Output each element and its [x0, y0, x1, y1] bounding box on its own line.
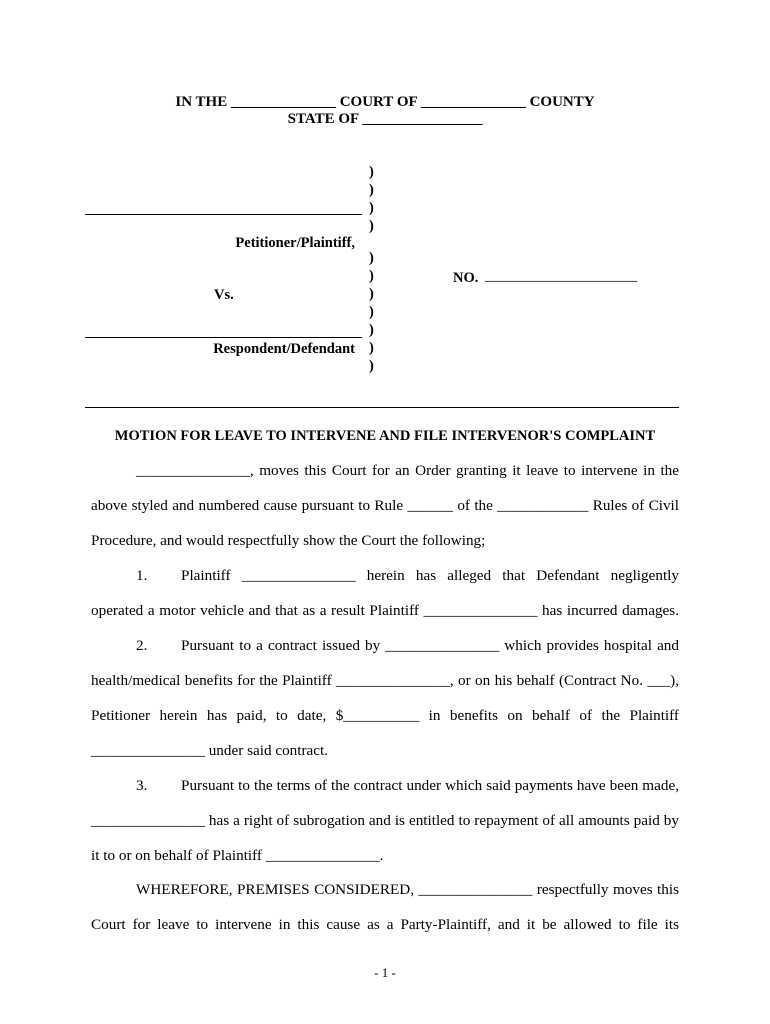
- petitioner-label: Petitioner/Plaintiff,: [235, 235, 355, 251]
- item-2-number: 2.: [136, 637, 148, 654]
- item-3-number: 3.: [136, 777, 148, 794]
- item-1-line: [91, 566, 679, 586]
- caption-divider: [85, 407, 679, 408]
- caption-paren: ): [369, 250, 374, 266]
- item-3-text: Pursuant to the terms of the contract under which said payments have been made,: [181, 777, 679, 794]
- item-2-line: [91, 636, 679, 656]
- item-1-line: operated a motor vehicle and that as a result Plaintiff _______________ has incurred damages.: [91, 602, 679, 619]
- vs-label: Vs.: [214, 287, 234, 303]
- item-2-line: health/medical benefits for the Plaintiff _______________, or on his behalf (Contract No. ___),: [91, 672, 679, 689]
- case-number-blank: _____________________: [485, 268, 638, 284]
- intro-line: Procedure, and would respectfully show the Court the following;: [91, 532, 486, 549]
- caption-paren: ): [369, 358, 374, 374]
- wherefore-line: WHEREFORE, PREMISES CONSIDERED, _______________ respectfully moves this: [136, 881, 679, 898]
- caption-paren: ): [369, 286, 374, 302]
- caption-paren: ): [369, 268, 374, 284]
- item-3-line: _______________ has a right of subrogation and is entitled to repayment of all amounts paid by: [91, 812, 679, 829]
- case-number-label: NO.: [453, 270, 479, 286]
- court-header-line1: IN THE ______________ COURT OF ______________ COUNTY: [175, 94, 595, 110]
- item-1-number: 1.: [136, 567, 148, 584]
- caption-paren: ): [369, 200, 374, 216]
- item-3-line: it to or on behalf of Plaintiff _______________.: [91, 847, 384, 864]
- caption-paren: ): [369, 322, 374, 338]
- petitioner-name-line: [85, 214, 362, 215]
- respondent-label: Respondent/Defendant: [213, 341, 355, 357]
- item-1-text: Plaintiff _______________ herein has alleged that Defendant negligently: [181, 567, 679, 584]
- caption-paren: ): [369, 182, 374, 198]
- item-2-line: Petitioner herein has paid, to date, $__________ in benefits on behalf of the Plaintiff: [91, 707, 679, 724]
- item-2-line: _______________ under said contract.: [91, 742, 329, 759]
- wherefore-line: Court for leave to intervene in this cause as a Party-Plaintiff, and it be allowed to file its: [91, 916, 679, 933]
- caption-paren: ): [369, 304, 374, 320]
- caption-paren: ): [369, 164, 374, 180]
- intro-line: _______________, moves this Court for an Order granting it leave to intervene in the: [136, 462, 679, 479]
- caption-paren: ): [369, 340, 374, 356]
- court-header-line2: STATE OF ________________: [287, 111, 483, 127]
- motion-title: MOTION FOR LEAVE TO INTERVENE AND FILE INTERVENOR'S COMPLAINT: [114, 428, 656, 444]
- page-number: - 1 -: [374, 965, 396, 980]
- item-2-text: Pursuant to a contract issued by _______________ which provides hospital and: [181, 637, 679, 654]
- item-3-line: [91, 776, 679, 796]
- respondent-name-line: [85, 337, 362, 338]
- intro-line: above styled and numbered cause pursuant to Rule ______ of the ____________ Rules of Civil: [91, 497, 679, 514]
- caption-paren: ): [369, 218, 374, 234]
